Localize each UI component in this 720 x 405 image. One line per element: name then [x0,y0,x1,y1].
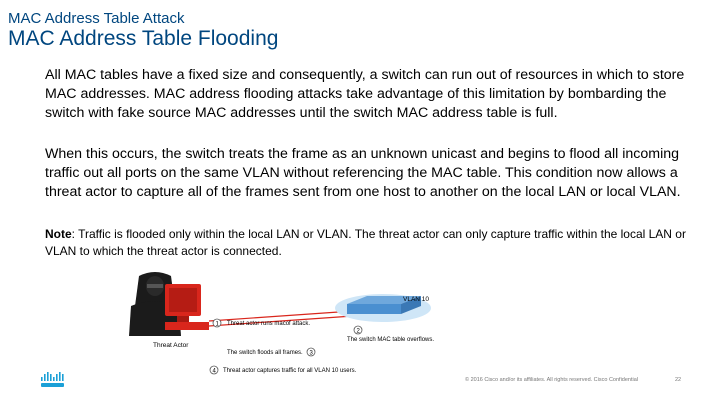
slide-title: MAC Address Table Flooding [8,27,279,50]
section-title: MAC Address Table Attack [8,10,185,27]
red-computer-icon [165,284,209,330]
note-body: : Traffic is flooded only within the local LAN or VLAN. The threat actor can only capture traffic within the local LAN or VLAN to which the threat actor is connected. [45,227,686,258]
step-4-number: 4 [212,368,216,375]
attack-link-line [209,311,353,321]
step-2-text: The switch MAC table overflows. [347,337,435,343]
cisco-logo-icon [40,371,66,389]
body-paragraph-1: All MAC tables have a fixed size and consequently, a switch can run out of resources in which to store MAC addresses. MAC address flooding attacks take advantage of this limitation by bombarding the switch with fake source MAC addresses until the switch MAC address table is full. [45,67,685,122]
vlan-label: VLAN 10 [403,296,430,303]
step-3-number: 3 [309,350,313,357]
step-4-text: Threat actor captures traffic for all VLAN 10 users. [223,368,357,374]
step-1-text: Threat actor runs macof attack. [227,321,311,327]
step-3-text: The switch floods all frames. [227,350,303,356]
threat-actor-label: Threat Actor [153,342,189,349]
step-2-number: 2 [356,328,360,335]
flooding-diagram [125,266,685,386]
page-number: 22 [675,377,682,383]
note-label: Note [45,227,72,241]
step-1-number: 1 [215,321,219,328]
footer-copyright: © 2016 Cisco and/or its affiliates. All rights reserved. Cisco Confidential [465,377,639,383]
note-text [45,226,695,260]
body-paragraph-2: When this occurs, the switch treats the frame as an unknown unicast and begins to flood all incoming traffic out all ports on the same VLAN without referencing the MAC table. This condition now allows a threat actor to capture all of the frames sent from one host to another on the local LAN or local VLAN. [45,146,681,201]
